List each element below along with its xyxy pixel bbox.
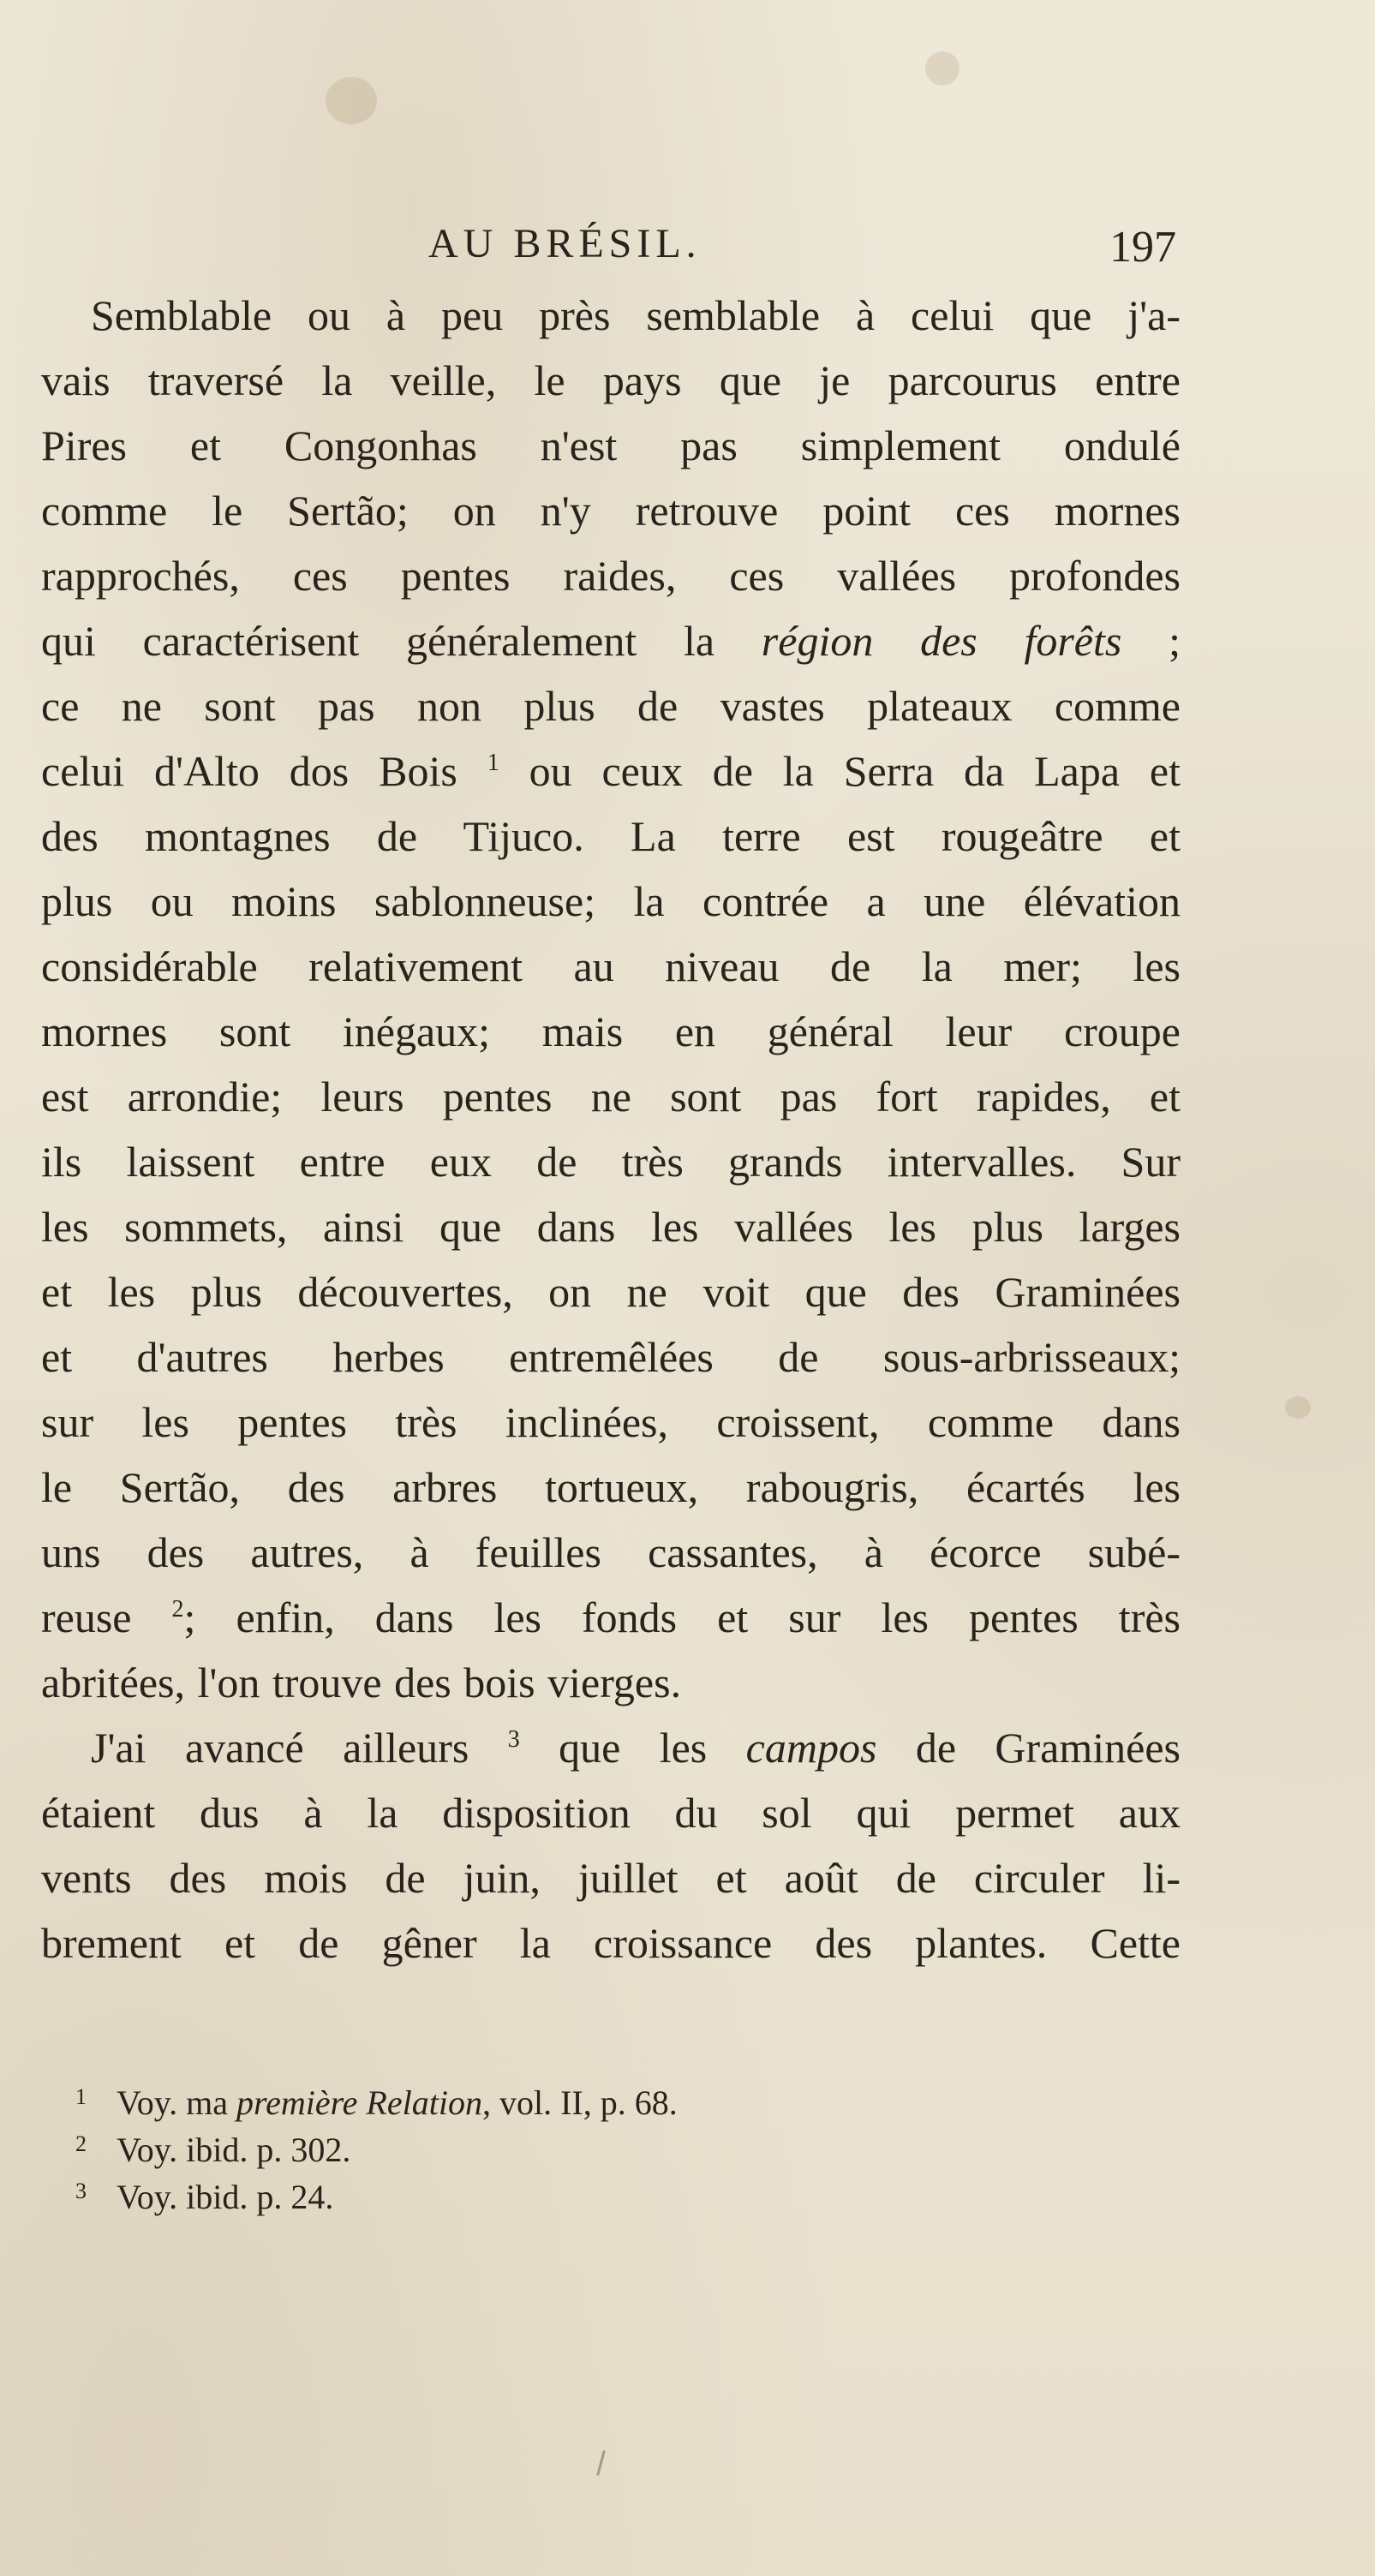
footnote-mark: 1 [75,2084,87,2109]
running-head-title: AU BRÉSIL. [428,221,702,266]
text-line: et les plus découvertes, on ne voit que des Graminées [41,1268,1181,1316]
footnotes [75,2073,1018,2214]
text-line: le Sertão, des arbres tortueux, rabougris, écartés les [41,1463,1181,1511]
text-line: est arrondie; leurs pentes ne sont pas fort rapides, et [41,1073,1181,1121]
footnote [75,2167,1018,2214]
text-line: Pires et Congonhas n'est pas simplement ondulé [41,421,1181,469]
text-segment: J'ai avancé ailleurs [91,1724,508,1772]
text-line: des montagnes de Tijuco. La terre est rougeâtre et [41,812,1181,860]
footnote-mark: 3 [75,2179,87,2203]
text-line [41,608,1181,673]
text-line: ce ne sont pas non plus de vastes plateaux comme [41,682,1181,730]
text-line: considérable relativement au niveau de la mer; les [41,942,1181,990]
text-line: mornes sont inégaux; mais en général leur croupe [41,1007,1181,1055]
text-line: uns des autres, à feuilles cassantes, à écorce subé- [41,1528,1181,1576]
text-line: sur les pentes très inclinées, croissent, comme dans [41,1398,1181,1446]
text-line: abritées, l'on trouve des bois vierges. [41,1659,682,1706]
footnote [75,2073,1018,2120]
text-line: rapprochés, ces pentes raides, ces vallées profondes [41,552,1181,600]
footnote-text: Voy. ma [117,2083,236,2122]
text-segment: celui d'Alto dos Bois [41,747,487,795]
text-segment: ou ceux de la Serra da Lapa et [499,747,1181,795]
text-segment: que les [519,1724,746,1772]
text-line [41,1715,1181,1780]
footnote-italic: première Relation [236,2083,482,2122]
stray-ink-mark [596,2450,606,2476]
text-line: étaient dus à la disposition du sol qui permet aux [41,1789,1181,1837]
footnote [75,2120,1018,2167]
text-line: Semblable ou à peu près semblable à celui que j'a- [91,291,1181,339]
paper-stain [1285,1396,1311,1419]
italic-term: région des forêts [761,617,1122,665]
text-segment: ; [1121,617,1181,665]
text-segment: qui caractérisent généralement la [41,617,762,665]
paper-stain [925,51,960,86]
text-line: ils laissent entre eux de très grands intervalles. Sur [41,1138,1181,1186]
page-number: 197 [1109,223,1176,272]
text-segment: de Graminées [876,1724,1181,1772]
text-line [41,1585,1181,1650]
text-line: comme le Sertão; on n'y retrouve point ces mornes [41,487,1181,535]
italic-term: campos [745,1724,877,1772]
paper-stain [326,77,377,124]
text-segment: reuse [41,1593,172,1641]
footnote-reference: 2 [171,1596,184,1623]
footnote-text: Voy. ibid. p. 24. [117,2178,334,2216]
text-line: vents des mois de juin, juillet et août de circuler li- [41,1854,1181,1902]
footnote-text: , vol. II, p. 68. [481,2083,678,2122]
body-text [41,283,1181,1975]
footnote-mark: 2 [75,2131,87,2156]
text-line: et d'autres herbes entremêlées de sous-arbrisseaux; [41,1333,1181,1381]
text-line: vais traversé la veille, le pays que je parcourus entre [41,356,1181,404]
text-segment: ; enfin, dans les fonds et sur les pentes très [183,1593,1181,1641]
text-line: brement et de gêner la croissance des plantes. Cette [41,1919,1181,1967]
running-head [0,214,1375,274]
text-line: les sommets, ainsi que dans les vallées les plus larges [41,1203,1181,1251]
text-line [41,738,1181,804]
footnote-reference: 3 [507,1726,520,1753]
footnote-text: Voy. ibid. p. 302. [117,2131,351,2169]
text-line: plus ou moins sablonneuse; la contrée a une élévation [41,877,1181,925]
footnote-reference: 1 [487,750,499,776]
